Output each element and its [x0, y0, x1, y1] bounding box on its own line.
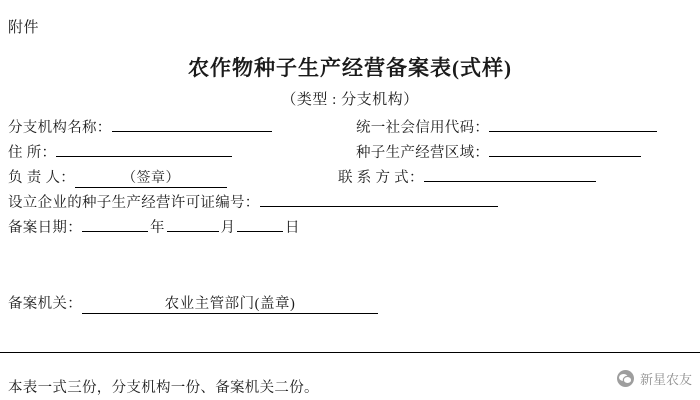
field-credit-code — [356, 116, 657, 137]
field-license-no-label: 设立企业的种子生产经营许可证编号： — [8, 195, 260, 211]
field-contact — [338, 166, 596, 187]
field-person-in-charge-seal-note[interactable]: （签章） — [75, 167, 227, 188]
field-credit-code-input[interactable] — [489, 116, 657, 132]
field-record-date-year-input[interactable] — [82, 216, 148, 232]
divider — [0, 352, 700, 353]
field-branch-name — [8, 116, 272, 137]
field-branch-name-input[interactable] — [112, 116, 272, 132]
field-production-area — [356, 141, 641, 162]
field-address-input[interactable] — [56, 141, 232, 157]
wechat-icon — [617, 370, 634, 387]
watermark-badge — [617, 369, 692, 388]
field-person-in-charge — [8, 166, 227, 188]
field-branch-name-label: 分支机构名称： — [8, 120, 112, 136]
form-row-license — [8, 191, 692, 216]
page-subtitle: （类型 : 分支机构） — [281, 92, 419, 108]
field-record-date-month-unit: 月 — [220, 220, 235, 236]
field-record-date-month-input[interactable] — [167, 216, 219, 232]
field-credit-code-label: 统一社会信用代码： — [356, 120, 490, 136]
attachment-label: 附件 — [8, 20, 40, 36]
form-row-record-date — [8, 216, 692, 241]
field-record-agency-label: 备案机关： — [8, 296, 82, 312]
field-record-agency — [8, 292, 378, 314]
form-row-address-area — [8, 141, 692, 166]
field-record-agency-value[interactable]: 农业主管部门(盖章) — [82, 292, 378, 314]
form-row-person-contact — [8, 166, 692, 191]
field-production-area-input[interactable] — [489, 141, 641, 157]
field-license-no — [8, 191, 498, 212]
field-contact-label: 联 系 方 式： — [338, 170, 424, 186]
field-license-no-input[interactable] — [260, 191, 498, 207]
field-record-date-label: 备案日期： — [8, 220, 82, 236]
field-record-date-year-unit: 年 — [150, 220, 165, 236]
form-fields — [8, 116, 692, 241]
field-production-area-label: 种子生产经营区域： — [356, 145, 490, 161]
field-record-date-day-unit: 日 — [285, 220, 300, 236]
field-record-date — [8, 216, 302, 237]
field-address-label: 住 所： — [8, 145, 57, 161]
field-address — [8, 141, 232, 162]
watermark-label: 新星农友 — [639, 372, 692, 387]
field-record-date-day-input[interactable] — [237, 216, 283, 232]
form-row-name-credit — [8, 116, 692, 141]
field-person-in-charge-label: 负 责 人： — [8, 170, 76, 186]
page-title: 农作物种子生产经营备案表(式样) — [188, 56, 512, 80]
field-contact-input[interactable] — [424, 166, 596, 182]
footer-note: 本表一式三份，分支机构一份、备案机关二份。 — [8, 380, 319, 396]
